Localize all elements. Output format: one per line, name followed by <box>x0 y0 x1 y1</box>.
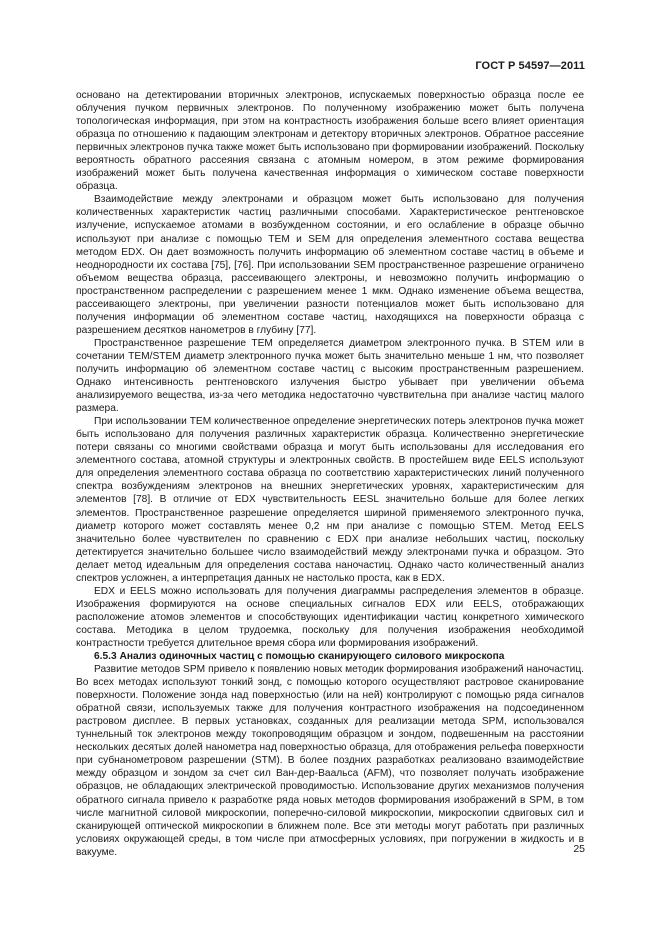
standard-header: ГОСТ Р 54597—2011 <box>475 60 585 72</box>
section-heading: 6.5.3 Анализ одиночных частиц с помощью сканирующего силового микроскопа <box>94 651 505 663</box>
body-text <box>76 89 584 859</box>
paragraph: Пространственное разрешение TEM определяется диаметром электронного пучка. В STEM или в сочетании TEM/STEM диаметр электронного пучка может быть значительно меньше 1 нм, что позволяет получить информацию об элементном составе частиц с высоким пространственным разрешением. Однако интенсивность рентгеновского излучения быстро убывает при увеличении объема анализируемого вещества, из-за чего методика недостаточно чувствительна при анализе частиц малого размера. <box>76 337 584 415</box>
paragraph: Взаимодействие между электронами и образцом может быть использовано для получения количественных характеристик частиц различными способами. Характеристическое рентгеновское излучение, испускаемое атомами в возбужденном состоянии, и его ослабление в образце обычно используют при анализе с помощью TEM и SEM для определения элементного состава вещества методом EDX. Он дает возможность получить информацию об элементном составе частиц в объеме и неоднородности их состава [75], [76]. При использовании SEM пространственное разрешение ограничено объемом вещества образца, рассеивающего электроны, и невозможно получить информацию о пространственном распределении с разрешением менее 1 мкм. Однако изменение объема вещества, рассеивающего электроны, при увеличении разности потенциалов может быть использовано для получения информации об элементном составе частиц, находящихся на поверхности образца с разрешением десятков нанометров в глубину [77]. <box>76 194 584 336</box>
paragraph: Развитие методов SPM привело к появлению новых методик формирования изображений наночастиц. Во всех методах используют тонкий зонд, с помощью которого осуществляют растровое сканирование поверхности. Положение зонда над поверхностью (или на ней) контролируют с помощью ряда сигналов обратной связи, используемых также для получения контрастного изображения на подсоединенном растровом дисплее. В первых установках, созданных для реализации метода SPM, использовался туннельный ток электронов между токопроводящим образцом и зондом, подвешенным на расстоянии нескольких десятых долей нанометра над поверхностью образца, для отображения рельефа поверхности при субнанометровом разрешении (STM). В более поздних разработках реализовано взаимодействие между образцом и зондом за счет сил Ван-дер-Ваальса (AFM), что позволяет получать изображение образцов, не обладающих электрической проводимостью. Использование других механизмов получения обратного сигнала привело к разработке ряда новых методов формирования изображений в SPM, в том числе магнитной силовой микроскопии, поперечно-силовой микроскопии, микроскопии сдвиговых сил и сканирующей оптической микроскопии в ближнем поле. Все эти методы могут работать при различных условиях окружающей среды, в том числе при атмосферных условиях, при погружении в жидкость и в вакууме. <box>76 664 584 858</box>
paragraph-continuation: основано на детектировании вторичных электронов, испускаемых поверхностью образца после ее облучения пучком первичных электронов. По полученному изображению может быть получена топологическая информация, при этом на контрастность изображения больше всего влияет ориентация образца по отношению к падающим электронам и детектору вторичных электронов. Обратное рассеяние первичных электронов пучка также может быть использовано при формировании изображений. Поскольку вероятность обратного рассеяния связана с атомным номером, в этом режиме формирования изображений может быть получена качественная информация о химическом составе поверхности образца. <box>76 90 584 193</box>
page-number: 25 <box>573 843 585 855</box>
paragraph: EDX и EELS можно использовать для получения диаграммы распределения элементов в образце. Изображения формируются на основе специальных сигналов EDX или EELS, отображающих расположение атомов элементов и способствующих идентификации частиц конкретного химического состава. Методика в целом трудоемка, поскольку для получения изображения необходимой контрастности требуется длительное время сбора или формирования изображений. <box>76 585 584 649</box>
paragraph: При использовании TEM количественное определение энергетических потерь электронов пучка может быть использовано для получения различных характеристик образца. Количественно энергетические потери связаны со многими свойствами образца и могут быть использованы для исследования его элементного состава, атомной структуры и электронных свойств. В простейшем виде EELS используют для определения элементного состава образца по соответствию характеристических линий полученного спектра возбуждениям электронов на внешних энергетических уровнях, характеристическим для элементов [78]. В отличие от EDX чувствительность EESL значительно больше для более легких элементов. Пространственное разрешение определяется шириной применяемого электронного пучка, диаметр которого может составлять менее 0,2 нм при анализе с помощью STEM. Метод EELS значительно более чувствителен по сравнению с EDX при анализе небольших частиц, поскольку детектируется значительно большее число взаимодействий между электронами пучка и образцом. Это делает метод идеальным для определения состава наночастиц. Однако часто количественный анализ спектров усложнен, а интерпретация данных не настолько проста, как в EDX. <box>76 416 584 584</box>
